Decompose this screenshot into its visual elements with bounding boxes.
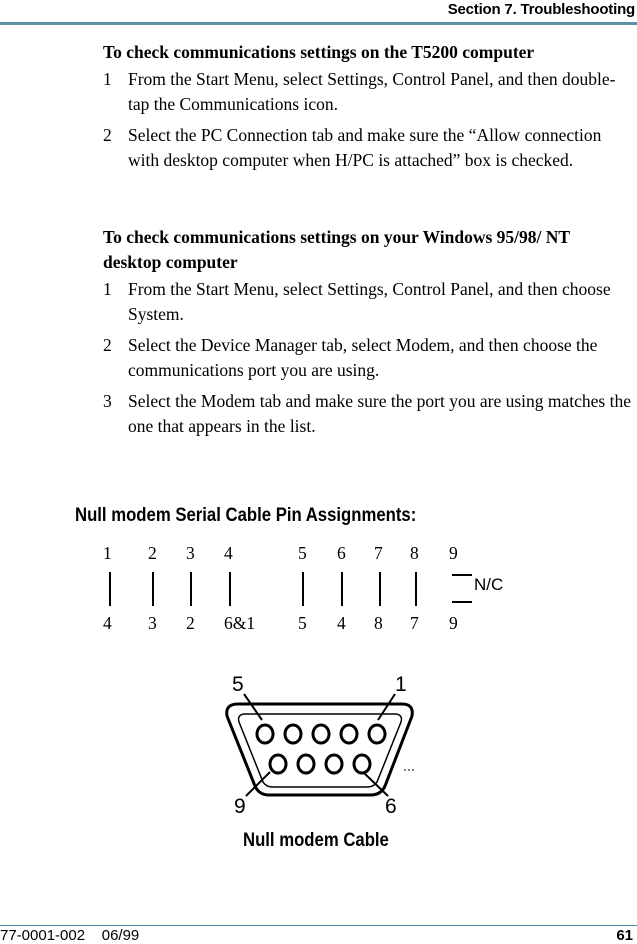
- top-pin: 6: [337, 543, 346, 563]
- connector-bottom-row-pins: [270, 755, 370, 773]
- top-pin: 3: [186, 543, 195, 563]
- connector-pin-hole: [313, 725, 329, 743]
- connector-label-6: 6: [385, 795, 397, 818]
- footer-page-number: 61: [616, 927, 633, 944]
- top-pin: 4: [224, 543, 233, 563]
- nc-label: N/C: [474, 575, 504, 594]
- top-pin: 5: [298, 543, 307, 563]
- step-text: Select the Device Manager tab, select Modem, and then choose the communications port you are using.: [128, 335, 598, 380]
- step-number: 1: [103, 279, 112, 299]
- step-number: 2: [103, 125, 112, 145]
- connector-pin-hole: [354, 755, 370, 773]
- bottom-pin: 8: [374, 613, 383, 633]
- connector-pin-hole: [257, 725, 273, 743]
- footer-doc-number: 77-0001-002 06/99: [0, 927, 140, 944]
- step-text: Select the PC Connection tab and make sure the “Allow connection with desktop computer when H/PC is attached” box is checked.: [128, 125, 602, 170]
- connector-pin-hole: [369, 725, 385, 743]
- connector-leader-lines: [244, 694, 395, 796]
- connector-pin-hole: [285, 725, 301, 743]
- step-number: 2: [103, 335, 112, 355]
- bottom-pin: 4: [103, 613, 112, 633]
- top-pin: 1: [103, 543, 112, 563]
- connector-label-1: 1: [395, 673, 407, 696]
- connector-pin-hole: [298, 755, 314, 773]
- bottom-pin: 9: [449, 613, 458, 633]
- connector-caption: Null modem Cable: [243, 830, 389, 851]
- bottom-pin: 3: [148, 613, 157, 633]
- leader-pin-5: [244, 694, 262, 720]
- step-text: From the Start Menu, select Settings, Control Panel, and then double-tap the Communications icon.: [128, 69, 616, 114]
- pin-wire-lines: [110, 572, 416, 606]
- top-pin: 2: [148, 543, 157, 563]
- footer-rule: [0, 925, 637, 926]
- bottom-pin: 2: [186, 613, 195, 633]
- connector-label-5: 5: [232, 673, 244, 696]
- bottom-pin: 4: [337, 613, 346, 633]
- top-pin: 7: [374, 543, 383, 563]
- step-number: 1: [103, 69, 112, 89]
- desktop-heading: To check communications settings on your Windows 95/98/ NT desktop computer: [103, 227, 570, 272]
- t5200-heading: To check communications settings on the T5200 computer: [103, 42, 535, 62]
- header-section-title: Section 7. Troubleshooting: [447, 1, 635, 18]
- bottom-pin: 6&1: [224, 613, 256, 633]
- step-text: From the Start Menu, select Settings, Control Panel, and then choose System.: [128, 279, 611, 324]
- leader-pin-1: [378, 694, 395, 720]
- bottom-pin: 5: [298, 613, 307, 633]
- connector-pin-hole: [270, 755, 286, 773]
- connector-label-9: 9: [234, 795, 246, 818]
- connector-outer-shell: [227, 704, 413, 795]
- top-pin: 9: [449, 543, 458, 563]
- connector-top-row-pins: [257, 725, 385, 743]
- pin-assignments-title: Null modem Serial Cable Pin Assignments:: [75, 505, 417, 526]
- bottom-pin: 7: [410, 613, 419, 633]
- step-number: 3: [103, 391, 112, 411]
- step-text: Select the Modem tab and make sure the port you are using matches the one that appears in the list.: [128, 391, 631, 436]
- nc-marks: [452, 575, 472, 602]
- connector-pin-hole: [326, 755, 342, 773]
- connector-pin-hole: [341, 725, 357, 743]
- top-pin: 8: [410, 543, 419, 563]
- db9-connector: [227, 694, 416, 796]
